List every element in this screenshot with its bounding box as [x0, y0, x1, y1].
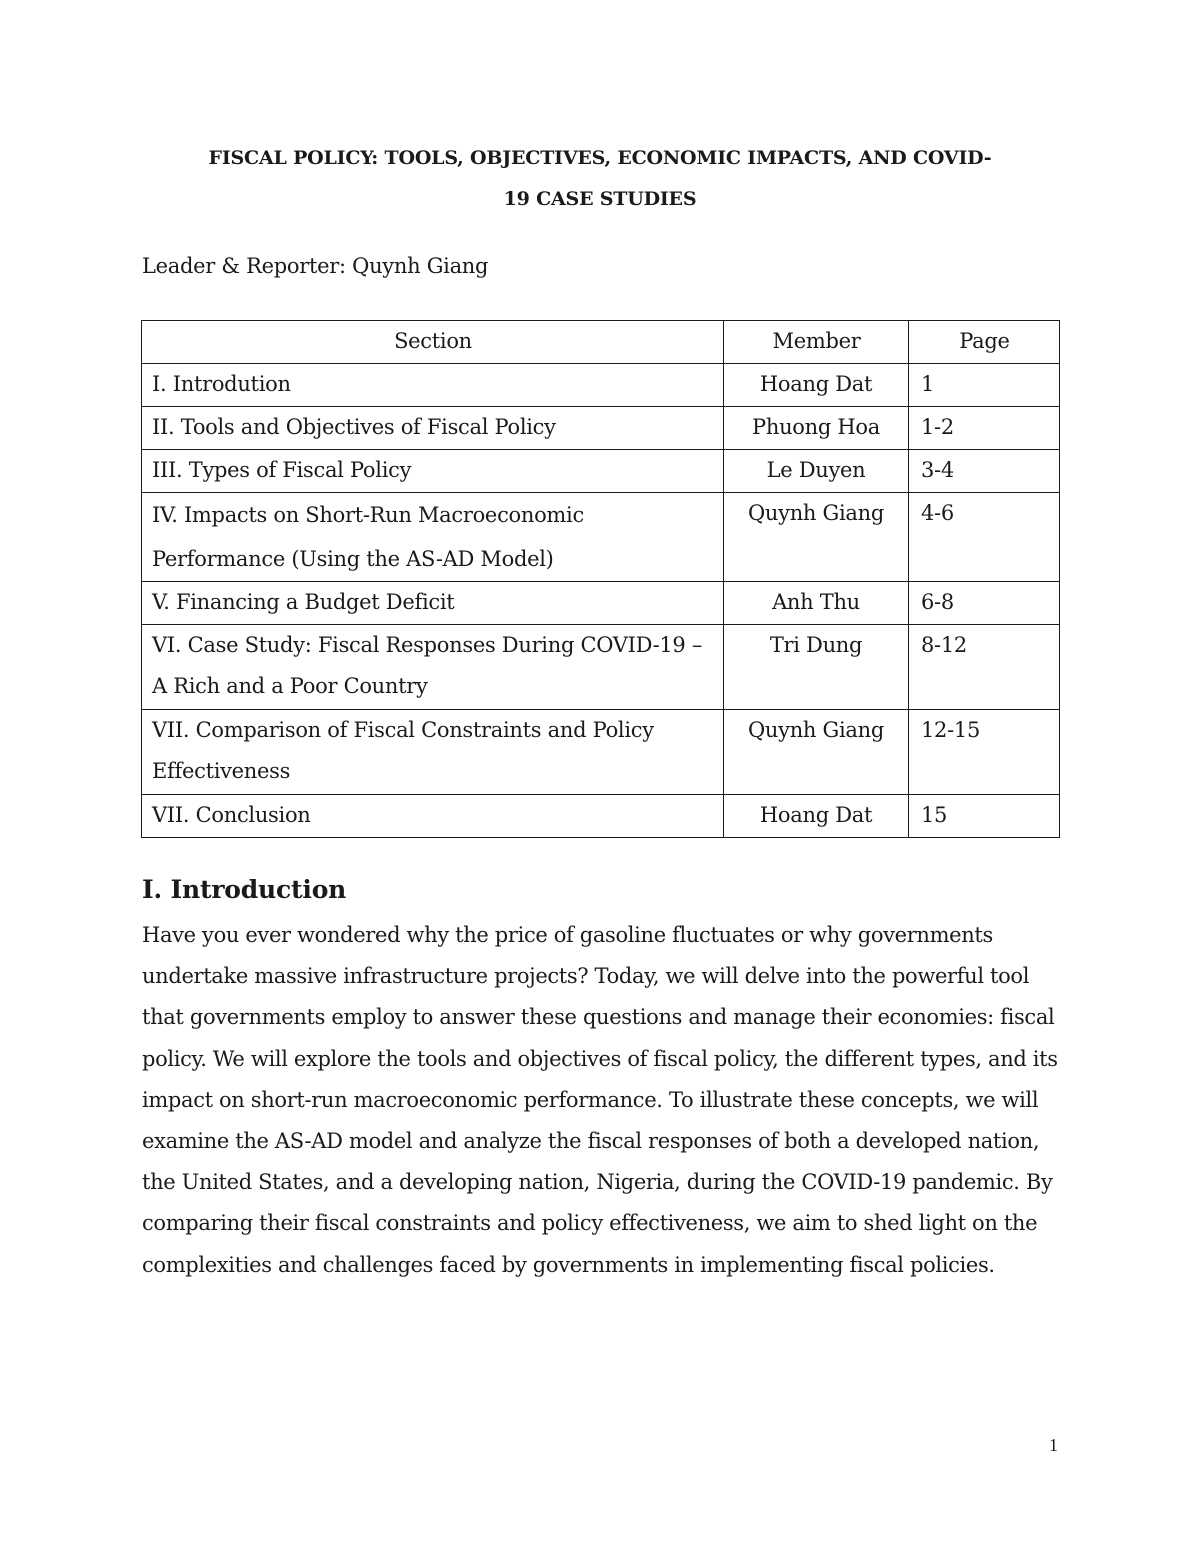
section-cell: VII. Conclusion: [142, 795, 724, 838]
title-line-1: FISCAL POLICY: TOOLS, OBJECTIVES, ECONOMIC IMPACTS, AND COVID-: [208, 147, 992, 169]
header-page: Page: [909, 321, 1060, 364]
table-row: [142, 407, 1060, 450]
table-row: [142, 582, 1060, 625]
member-cell: Hoang Dat: [724, 364, 909, 407]
header-member: Member: [724, 321, 909, 364]
section-cell: VI. Case Study: Fiscal Responses During COVID-19 – A Rich and a Poor Country: [142, 625, 724, 710]
contents-table: [141, 320, 1060, 838]
page-number: 1: [1049, 1435, 1058, 1455]
header-section: Section: [142, 321, 724, 364]
intro-paragraph: Have you ever wondered why the price of gasoline fluctuates or why governments undertake massive infrastructure projects? Today, we will delve into the powerful tool that governments employ to answer these questions and manage their economies: fiscal policy. We will explore the tools and objectives of fiscal policy, the different types, and its impact on short-run macroeconomic performance. To illustrate these concepts, we will examine the AS-AD model and analyze the fiscal responses of both a developed nation, the United States, and a developing nation, Nigeria, during the COVID-19 pandemic. By comparing their fiscal constraints and policy effectiveness, we aim to shed light on the complexities and challenges faced by governments in implementing fiscal policies.: [142, 923, 1058, 1277]
member-cell: Hoang Dat: [724, 795, 909, 838]
member-cell: Phuong Hoa: [724, 407, 909, 450]
section-cell: IV. Impacts on Short-Run Macroeconomic Performance (Using the AS-AD Model): [142, 493, 724, 582]
section-cell: I. Introdution: [142, 364, 724, 407]
table-row: [142, 625, 1060, 710]
title-line-2: 19 CASE STUDIES: [503, 188, 697, 210]
page-cell: 12-15: [909, 710, 1060, 795]
page-cell: 1: [909, 364, 1060, 407]
page-cell: 6-8: [909, 582, 1060, 625]
page-cell: 8-12: [909, 625, 1060, 710]
page-cell: 3-4: [909, 450, 1060, 493]
member-cell: Quynh Giang: [724, 493, 909, 582]
table-row: [142, 795, 1060, 838]
table-row: [142, 450, 1060, 493]
member-cell: Le Duyen: [724, 450, 909, 493]
table-header-row: [142, 321, 1060, 364]
member-cell: Anh Thu: [724, 582, 909, 625]
leader-reporter: Leader & Reporter: Quynh Giang: [142, 254, 489, 278]
member-cell: Tri Dung: [724, 625, 909, 710]
document-title: [140, 138, 1060, 220]
page-cell: 1-2: [909, 407, 1060, 450]
section-cell: II. Tools and Objectives of Fiscal Policy: [142, 407, 724, 450]
table-row: [142, 493, 1060, 582]
table-row: [142, 364, 1060, 407]
table-row: [142, 710, 1060, 795]
section-cell: VII. Comparison of Fiscal Constraints and Policy Effectiveness: [142, 710, 724, 795]
section-cell: III. Types of Fiscal Policy: [142, 450, 724, 493]
intro-heading: I. Introduction: [142, 875, 347, 904]
member-cell: Quynh Giang: [724, 710, 909, 795]
page-cell: 4-6: [909, 493, 1060, 582]
page-cell: 15: [909, 795, 1060, 838]
section-cell: V. Financing a Budget Deficit: [142, 582, 724, 625]
